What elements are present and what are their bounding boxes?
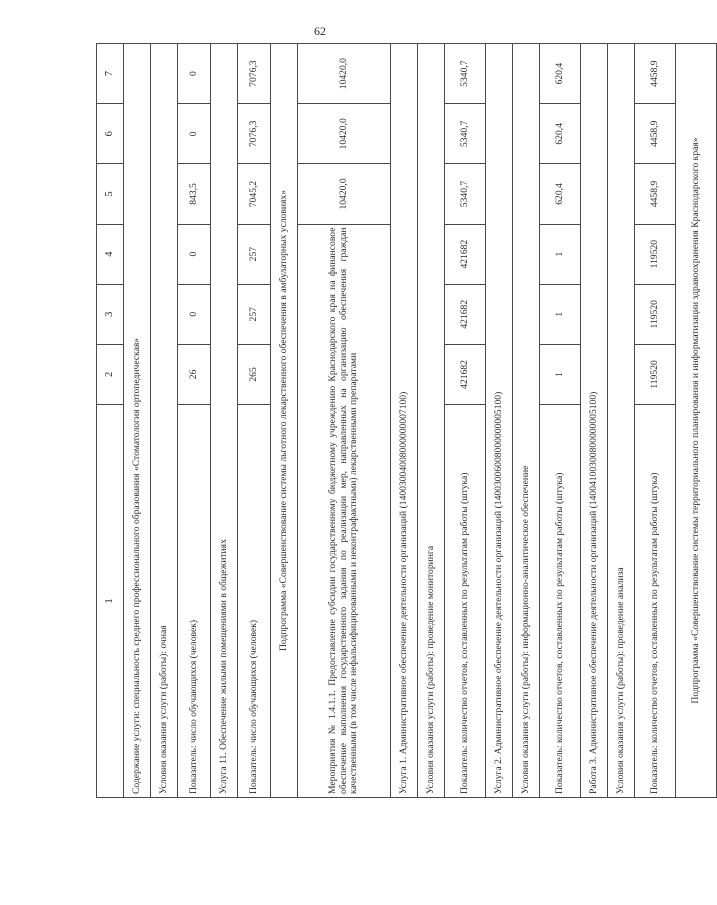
value-cell: 5340,7 <box>445 164 486 224</box>
indicator-label: Показатель: количество отчетов, составленных по результатам работы (штука) <box>445 405 486 798</box>
value-cell: 5340,7 <box>445 44 486 104</box>
value-cell: 10420,0 <box>298 104 391 164</box>
section-cell: Услуга 1. Административное обеспечение деятельности организаций (14003004008000000007100) <box>391 44 418 798</box>
value-cell: 421682 <box>445 224 486 284</box>
value-cell: 4458,9 <box>635 44 676 104</box>
value-cell: 0 <box>178 224 211 284</box>
value-cell: 1 <box>540 344 581 404</box>
value-cell: 4458,9 <box>635 164 676 224</box>
indicator-label: Показатель: количество отчетов, составленных по результатам работы (штука) <box>540 405 581 798</box>
section-cell: Услуга 2. Административное обеспечение деятельности организаций (14003006008000000005100) <box>486 44 513 798</box>
value-cell: 10420,0 <box>298 44 391 104</box>
section-cell: Условия оказания услуги (работы): проведение мониторинга <box>418 44 445 798</box>
value-cell: 10420,0 <box>298 164 391 224</box>
table-row <box>445 44 486 798</box>
col-header-6: 6 <box>97 104 124 164</box>
value-cell: 7045,2 <box>238 164 271 224</box>
value-cell: 7076,3 <box>238 104 271 164</box>
col-header-4: 4 <box>97 224 124 284</box>
col-header-1: 1 <box>97 405 124 798</box>
indicator-label: Показатель: число обучающихся (человек) <box>178 405 211 798</box>
value-cell: 119520 <box>635 284 676 344</box>
budget-table <box>96 43 717 798</box>
table-row <box>124 44 151 798</box>
subprogram-heading: Подпрограмма «Совершенствование системы льготного лекарственного обеспечения в амбулаторных условиях» <box>271 44 298 798</box>
table-row <box>178 44 211 798</box>
table-row <box>513 44 540 798</box>
table-row <box>151 44 178 798</box>
table-row <box>540 44 581 798</box>
table-row <box>486 44 513 798</box>
section-cell: Условия оказания услуги (работы): проведение анализа <box>608 44 635 798</box>
measure-description: Мероприятия № 1.4.1.1. Предоставление субсидии государственному бюджетному учреждению Краснодарского края на финансовое обеспечение выполнения государственного задания по реализации мер, направленных на организацию обеспечения граждан качественными (в том числе нефальсифицированными и неконтрафактными) лекарственными препаратами <box>298 224 391 797</box>
rotated-table-container <box>96 43 701 798</box>
value-cell: 5340,7 <box>445 104 486 164</box>
table-row <box>298 44 391 798</box>
indicator-label: Показатель: количество отчетов, составленных по результатам работы (штука) <box>635 405 676 798</box>
value-cell: 265 <box>238 344 271 404</box>
value-cell: 1 <box>540 224 581 284</box>
table-row <box>418 44 445 798</box>
table-row <box>581 44 608 798</box>
value-cell: 843,5 <box>178 164 211 224</box>
col-header-3: 3 <box>97 284 124 344</box>
table-row <box>211 44 238 798</box>
value-cell: 620,4 <box>540 164 581 224</box>
indicator-label: Показатель: число обучающихся (человек) <box>238 405 271 798</box>
value-cell: 0 <box>178 104 211 164</box>
table-row <box>676 44 717 798</box>
value-cell: 421682 <box>445 284 486 344</box>
value-cell: 257 <box>238 224 271 284</box>
value-cell: 119520 <box>635 224 676 284</box>
value-cell: 620,4 <box>540 104 581 164</box>
table-row <box>238 44 271 798</box>
section-cell: Работа 3. Административное обеспечение деятельности организаций (14004100300800000005100) <box>581 44 608 798</box>
value-cell: 421682 <box>445 344 486 404</box>
table-row <box>635 44 676 798</box>
table-row <box>271 44 298 798</box>
value-cell: 119520 <box>635 344 676 404</box>
section-cell: Условия оказания услуги (работы): очная <box>151 44 178 798</box>
page-number: 62 <box>314 24 326 38</box>
section-cell: Услуга 11. Обеспечение жилыми помещениями в общежитиях <box>211 44 238 798</box>
col-header-2: 2 <box>97 344 124 404</box>
value-cell: 4458,9 <box>635 104 676 164</box>
subprogram-heading: Подпрограмма «Совершенствование системы территориального планирования и информатизации здравоохранения Краснодарского края» <box>676 44 717 798</box>
value-cell: 620,4 <box>540 44 581 104</box>
section-cell: Условия оказания услуги (работы): информационно-аналитическое обеспечение <box>513 44 540 798</box>
value-cell: 26 <box>178 344 211 404</box>
col-header-7: 7 <box>97 44 124 104</box>
value-cell: 0 <box>178 284 211 344</box>
section-cell: Содержание услуги: специальность среднего профессионального образования «Стоматология ортопедическая» <box>124 44 151 798</box>
value-cell: 0 <box>178 44 211 104</box>
header-row <box>97 44 124 798</box>
table-row <box>608 44 635 798</box>
table-row <box>391 44 418 798</box>
value-cell: 7076,3 <box>238 44 271 104</box>
value-cell: 1 <box>540 284 581 344</box>
col-header-5: 5 <box>97 164 124 224</box>
value-cell: 257 <box>238 284 271 344</box>
